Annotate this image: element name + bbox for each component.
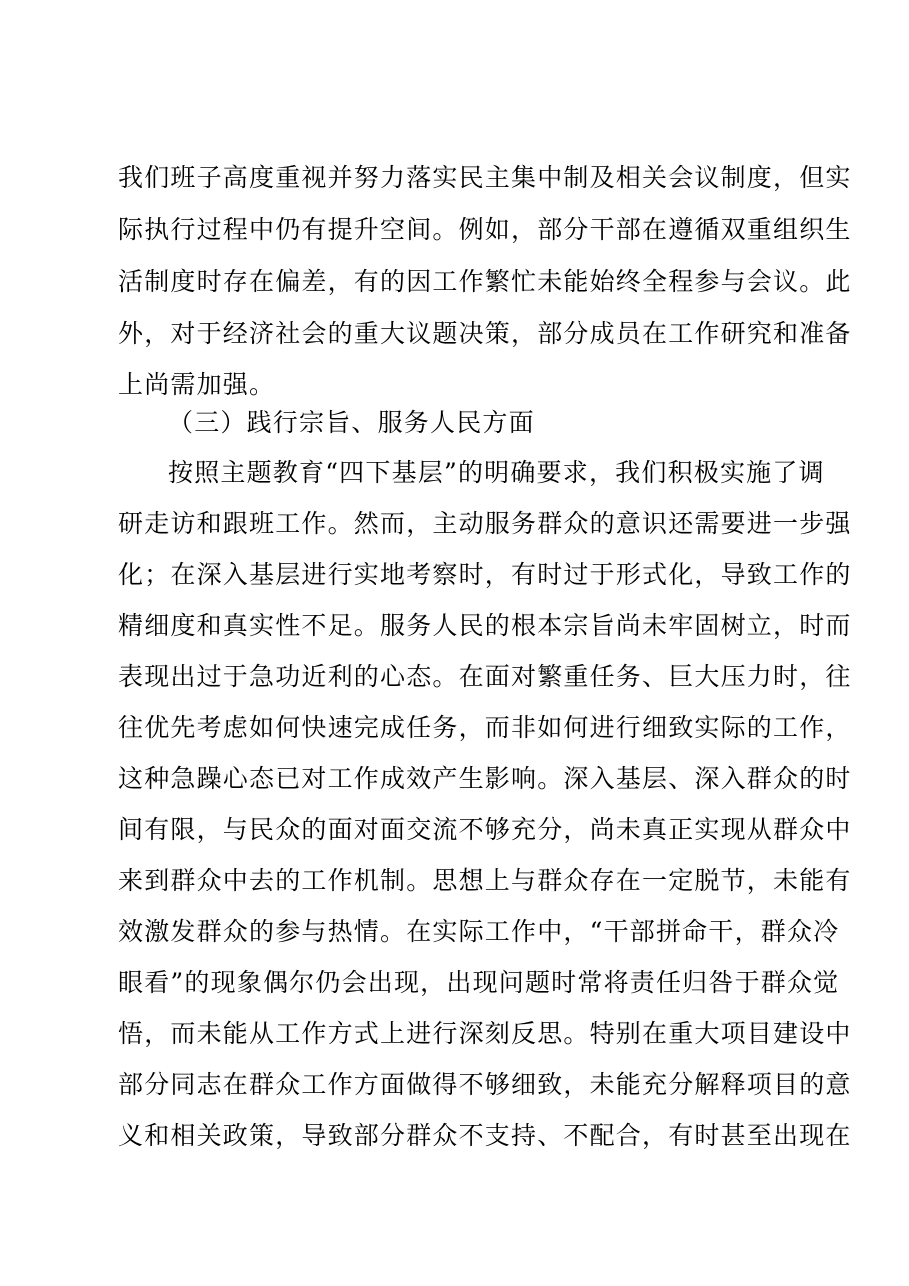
paragraph-line: 研走访和跟班工作。然而，主动服务群众的意识还需要进一步强 xyxy=(118,509,852,538)
paragraph-line: 我们班子高度重视并努力落实民主集中制及相关会议制度，但实 xyxy=(118,163,852,192)
paragraph-line: 间有限，与民众的面对面交流不够充分，尚未真正实现从群众中 xyxy=(118,815,852,844)
paragraph-line: 外，对于经济社会的重大议题决策，部分成员在工作研究和准备 xyxy=(118,319,852,348)
paragraph-line: 按照主题教育“四下基层”的明确要求，我们积极实施了调 xyxy=(168,458,825,487)
paragraph-line: 化；在深入基层进行实地考察时，有时过于形式化，导致工作的 xyxy=(118,560,852,589)
paragraph-line: 精细度和真实性不足。服务人民的根本宗旨尚未牢固树立，时而 xyxy=(118,611,852,640)
paragraph-line: 部分同志在群众工作方面做得不够细致，未能充分解释项目的意 xyxy=(118,1070,852,1099)
paragraph-line: 上尚需加强。 xyxy=(118,370,276,399)
paragraph-line: 这种急躁心态已对工作成效产生影响。深入基层、深入群众的时 xyxy=(118,764,852,793)
paragraph-line: 往优先考虑如何快速完成任务，而非如何进行细致实际的工作， xyxy=(118,713,852,742)
section-heading: （三）践行宗旨、服务人民方面 xyxy=(168,408,535,437)
paragraph-line: 眼看”的现象偶尔仍会出现，出现问题时常将责任归咎于群众觉 xyxy=(118,968,840,997)
paragraph-line: 际执行过程中仍有提升空间。例如，部分干部在遵循双重组织生 xyxy=(118,215,852,244)
paragraph-line: 效激发群众的参与热情。在实际工作中，“干部拼命干，群众冷 xyxy=(118,917,840,946)
paragraph-line: 来到群众中去的工作机制。思想上与群众存在一定脱节，未能有 xyxy=(118,866,852,895)
paragraph-line: 悟，而未能从工作方式上进行深刻反思。特别在重大项目建设中 xyxy=(118,1019,852,1048)
paragraph-line: 义和相关政策，导致部分群众不支持、不配合，有时甚至出现在 xyxy=(118,1121,852,1150)
paragraph-line: 活制度时存在偏差，有的因工作繁忙未能始终全程参与会议。此 xyxy=(118,267,852,296)
paragraph-line: 表现出过于急功近利的心态。在面对繁重任务、巨大压力时，往 xyxy=(118,662,852,691)
